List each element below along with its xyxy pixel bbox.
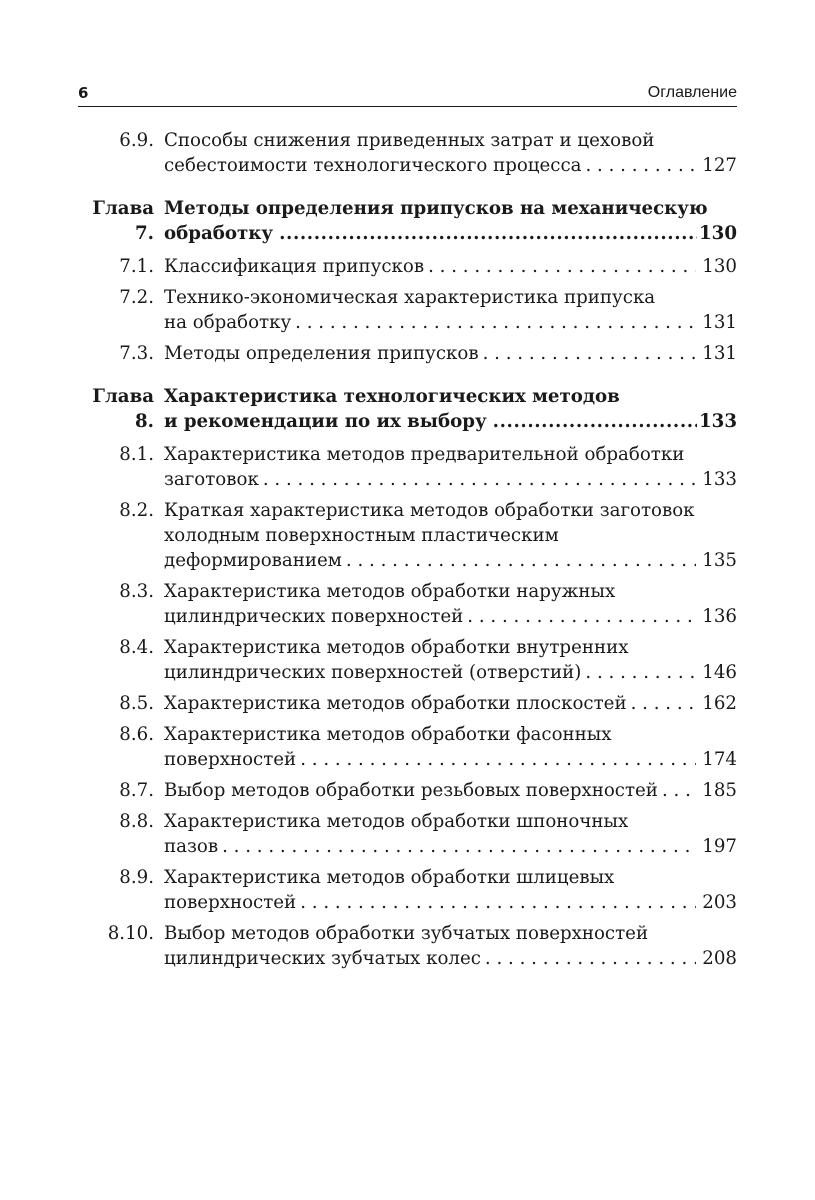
toc-entry-number: 7.1.	[119, 256, 154, 277]
toc-entry-title-last-line: цилиндрических зубчатых колес	[164, 948, 481, 969]
toc-entry-title-line: Выбор методов обработки зубчатых поверхностей	[164, 923, 649, 944]
toc-entry-page-number: 197	[702, 836, 737, 857]
toc-entry-title-last-line: обработку	[164, 223, 274, 244]
toc-chapter-entry	[78, 196, 737, 246]
toc-entry-title-line: Характеристика методов предварительной обработки	[164, 444, 685, 465]
toc-entry-title-last-line: Характеристика методов обработки плоскостей	[164, 693, 627, 714]
toc-entry-title-last-line: себестоимости технологического процесса	[164, 155, 582, 176]
running-header	[78, 84, 737, 107]
dot-leader	[585, 153, 696, 178]
toc-entry-leader-line	[164, 310, 737, 335]
toc-chapter-entry	[78, 384, 737, 434]
running-title: Оглавление	[647, 84, 737, 101]
toc-entry-number: 8.4.	[119, 637, 154, 658]
toc-entry-number: 8.1.	[119, 444, 154, 465]
toc-entry-title-last-line: Классификация припусков	[164, 256, 425, 277]
toc-entry-number: Глава 8.	[92, 386, 154, 432]
toc-entry-number: Глава 7.	[92, 198, 154, 244]
toc-entry-title-last-line: Методы определения припусков	[164, 343, 479, 364]
toc-entry-title-line: Характеристика методов обработки шпоночных	[164, 811, 629, 832]
toc-section-entry	[78, 691, 737, 716]
toc-entry-leader-line	[164, 834, 737, 859]
toc-entry-title-line: Краткая характеристика методов обработки заготовок	[164, 500, 695, 521]
toc-entry-number: 8.5.	[119, 693, 154, 714]
toc-section-entry	[78, 778, 737, 803]
toc-entry-title-line: Характеристика методов обработки наружных	[164, 581, 616, 602]
toc-entry-title-last-line: поверхностей	[164, 749, 297, 770]
toc-entry-page-number: 203	[702, 892, 737, 913]
toc-entry-page-number: 133	[699, 411, 737, 432]
toc-entry-title-last-line: Выбор методов обработки резьбовых поверхностей	[164, 780, 658, 801]
toc-entry-page-number: 185	[702, 780, 737, 801]
toc-entry-number: 8.7.	[119, 780, 154, 801]
toc-section-entry	[78, 442, 737, 492]
dot-leader	[662, 778, 696, 803]
toc-section-entry	[78, 254, 737, 279]
toc-section-entry	[78, 341, 737, 366]
toc-entry-number: 8.2.	[119, 500, 154, 521]
dot-leader	[300, 890, 696, 915]
toc-entry-number: 8.10.	[107, 923, 154, 944]
toc-entry-leader-line	[164, 341, 737, 366]
toc-entry-leader-line	[164, 409, 737, 434]
toc-entry-number: 8.6.	[119, 724, 154, 745]
toc-entry-page-number: 133	[702, 469, 737, 490]
toc-entry-leader-line	[164, 548, 737, 573]
toc-entry-page-number: 146	[702, 662, 737, 683]
toc-section-entry	[78, 579, 737, 629]
toc-entry-title-line: Технико-экономическая характеристика припуска	[164, 287, 656, 308]
toc-entry-number: 8.3.	[119, 581, 154, 602]
toc-entry-page-number: 130	[699, 223, 737, 244]
toc-entry-title-line: Характеристика методов обработки внутренних	[164, 637, 629, 658]
toc-entry-page-number: 208	[702, 948, 737, 969]
toc-entry-leader-line	[164, 604, 737, 629]
toc-entry-leader-line	[164, 153, 737, 178]
toc-entry-page-number: 135	[702, 550, 737, 571]
toc-entry-number: 7.2.	[119, 287, 154, 308]
toc-entry-title-last-line: заготовок	[164, 469, 259, 490]
toc-entry-leader-line	[164, 467, 737, 492]
toc-entry-page-number: 131	[702, 343, 737, 364]
toc-entry-page-number: 127	[702, 155, 737, 176]
toc-section-entry	[78, 635, 737, 685]
toc-entry-number: 8.9.	[119, 867, 154, 888]
table-of-contents	[78, 128, 737, 977]
toc-entry-leader-line	[164, 747, 737, 772]
toc-entry-title-line: Методы определения припусков на механическую	[164, 198, 708, 219]
dot-leader	[346, 548, 696, 573]
toc-entry-title-last-line: поверхностей	[164, 892, 297, 913]
toc-entry-title-line: Характеристика технологических методов	[164, 386, 620, 407]
toc-entry-title-last-line: деформированием	[164, 550, 342, 571]
toc-entry-title-line: Способы снижения приведенных затрат и цеховой	[164, 130, 655, 151]
toc-entry-leader-line	[164, 890, 737, 915]
toc-entry-title-line: Характеристика методов обработки фасонных	[164, 724, 612, 745]
toc-entry-leader-line	[164, 660, 737, 685]
toc-section-entry	[78, 128, 737, 178]
dot-leader	[295, 310, 696, 335]
toc-section-entry	[78, 722, 737, 772]
dot-leader	[631, 691, 697, 716]
toc-entry-leader-line	[164, 778, 737, 803]
dot-leader	[300, 747, 696, 772]
toc-entry-page-number: 130	[702, 256, 737, 277]
toc-entry-page-number: 131	[702, 312, 737, 333]
dot-leader	[585, 660, 696, 685]
dot-leader	[263, 467, 696, 492]
toc-section-entry	[78, 498, 737, 573]
toc-entry-title-line: холодным поверхностным пластическим	[164, 525, 559, 546]
dot-leader	[483, 341, 697, 366]
toc-section-entry	[78, 285, 737, 335]
toc-entry-leader-line	[164, 254, 737, 279]
dot-leader	[428, 254, 696, 279]
toc-entry-title-last-line: и рекомендации по их выбору	[164, 411, 487, 432]
toc-entry-page-number: 136	[702, 606, 737, 627]
dot-leader	[467, 604, 696, 629]
toc-section-entry	[78, 809, 737, 859]
toc-entry-page-number: 162	[702, 693, 737, 714]
toc-entry-number: 6.9.	[119, 130, 154, 151]
toc-entry-leader-line	[164, 691, 737, 716]
toc-entry-number: 7.3.	[119, 343, 154, 364]
toc-section-entry	[78, 921, 737, 971]
page-number: 6	[78, 84, 89, 102]
toc-entry-number: 8.8.	[119, 811, 154, 832]
toc-entry-title-line: Характеристика методов обработки шлицевых	[164, 867, 615, 888]
toc-entry-title-last-line: цилиндрических поверхностей	[164, 606, 464, 627]
toc-entry-page-number: 174	[702, 749, 737, 770]
dot-leader	[485, 946, 696, 971]
dot-leader	[222, 834, 696, 859]
toc-section-entry	[78, 865, 737, 915]
toc-entry-title-last-line: пазов	[164, 836, 219, 857]
toc-entry-leader-line	[164, 221, 737, 246]
dot-leader	[493, 409, 697, 434]
dot-leader	[279, 221, 697, 246]
toc-entry-leader-line	[164, 946, 737, 971]
toc-entry-title-last-line: цилиндрических поверхностей (отверстий)	[164, 662, 582, 683]
toc-entry-title-last-line: на обработку	[164, 312, 292, 333]
